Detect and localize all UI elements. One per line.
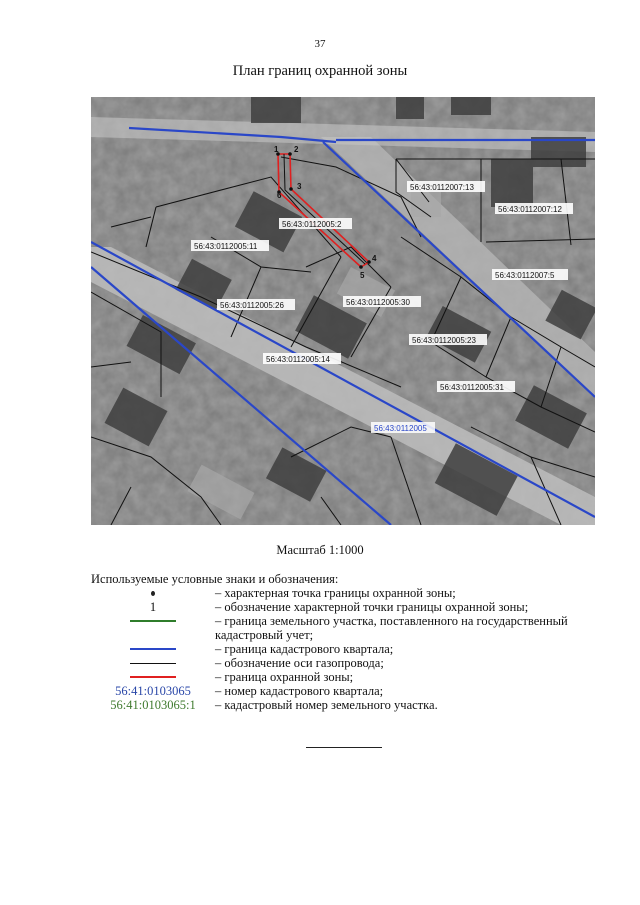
- parcel-label: 56:43:0112005:31: [440, 383, 504, 392]
- point-label: 6: [277, 191, 282, 200]
- legend-text: – граница охранной зоны;: [215, 670, 354, 684]
- legend-text: – граница земельного участка, поставленного на государственный: [215, 614, 568, 628]
- parcel-label: 56:43:0112005:23: [412, 336, 476, 345]
- quarter-label: 56:43:0112005: [374, 424, 427, 433]
- legend-title: Используемые условные знаки и обозначения:: [91, 572, 339, 586]
- parcel-label: 56:43:0112005:14: [266, 355, 330, 364]
- page-number: 37: [314, 38, 326, 50]
- page-title: План границ охранной зоны: [232, 63, 408, 79]
- red-line-icon: [130, 676, 176, 678]
- legend-row: [91, 684, 601, 698]
- legend-row: [91, 670, 601, 684]
- parcel-number-sample: 56:41:0103065:1: [110, 698, 196, 712]
- legend-text: – номер кадастрового квартала;: [215, 684, 384, 698]
- quarter-number-sample: 56:41:0103065: [115, 684, 191, 698]
- legend-row: [91, 656, 601, 670]
- parcel-label: 56:43:0112005:2: [282, 220, 342, 229]
- legend-row: [91, 628, 601, 642]
- green-line-icon: [130, 620, 176, 622]
- parcel-label: 56:43:0112007:5: [495, 271, 555, 280]
- point-label: 5: [360, 271, 365, 280]
- footer-rule: [306, 747, 382, 748]
- legend-text: – граница кадастрового квартала;: [215, 642, 394, 656]
- legend-text: – обозначение характерной точки границы охранной зоны;: [215, 600, 529, 614]
- legend-row: [91, 698, 601, 712]
- point-label: 3: [297, 182, 302, 191]
- point-label: 4: [372, 254, 377, 263]
- blue-line-icon: [130, 648, 176, 650]
- legend-row: [91, 642, 601, 656]
- point-label: 2: [294, 145, 299, 154]
- parcel-label: 56:43:0112005:30: [346, 298, 410, 307]
- point-number-sample: 1: [149, 600, 157, 614]
- legend-text: кадастровый учет;: [215, 628, 314, 642]
- parcel-label: 56:43:0112005:26: [220, 301, 284, 310]
- legend-text: – характерная точка границы охранной зоны;: [215, 586, 456, 600]
- parcel-label: 56:43:0112007:12: [498, 205, 562, 214]
- legend-row: [91, 586, 601, 600]
- cadastral-map: [91, 97, 595, 525]
- map-scale: Масштаб 1:1000: [276, 543, 364, 557]
- legend-row: [91, 600, 601, 614]
- parcel-label: 56:43:0112005:11: [194, 242, 258, 251]
- point-dot-icon: [151, 591, 155, 596]
- legend: [91, 586, 601, 712]
- legend-row: [91, 614, 601, 628]
- parcel-label: 56:43:0112007:13: [410, 183, 474, 192]
- legend-text: – кадастровый номер земельного участка.: [215, 698, 438, 712]
- point-label: 1: [274, 145, 279, 154]
- black-line-icon: [130, 663, 176, 664]
- legend-text: – обозначение оси газопровода;: [215, 656, 384, 670]
